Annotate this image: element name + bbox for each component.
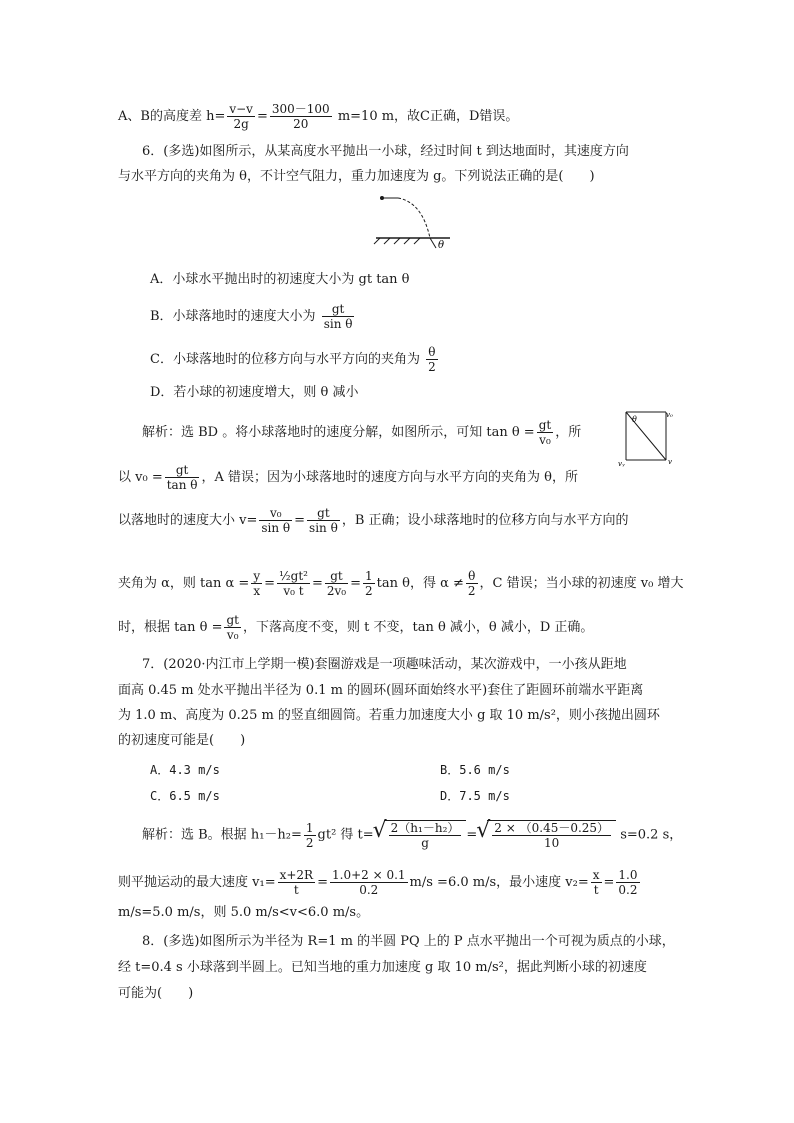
denominator: 2 [365,584,373,598]
sol6-line2 [118,463,578,492]
numerator: gt [226,613,239,627]
fraction [492,821,611,850]
q7-option-b: B．5.6 m/s [440,763,510,777]
denominator: v₀ [539,433,551,447]
text: 时，根据 tan θ = [118,620,223,635]
v0-label: v₀ [666,411,673,419]
fraction [307,506,340,535]
fraction [363,569,375,598]
denominator: g [421,836,429,850]
fraction [277,569,310,598]
equals: = [311,576,323,591]
fraction [466,569,478,598]
text: m/s =6.0 m/s，最小速度 v₂= [409,875,589,890]
velocity-decomposition-figure [618,408,678,468]
fraction [165,463,200,492]
denominator: sin θ [323,317,353,331]
fraction [322,302,355,331]
numerator: gt [325,569,348,584]
text: A、B的高度差 h= [118,109,226,124]
answer-line-height [118,102,518,131]
fraction [304,821,316,850]
denominator: 10 [544,836,560,850]
numerator: v−v [229,102,253,116]
equals: = [350,576,362,591]
text: s=0.2 s， [620,827,683,843]
numerator: gt [165,463,200,478]
text: B．小球落地时的速度大小为 [150,309,316,324]
text: 夹角为 α，则 tan α = [118,576,250,591]
denominator: 0.2 [618,883,638,897]
text: ，A 错误；因为小球落地时的速度方向与水平方向的夹角为 θ，所 [201,470,578,485]
text: ，下落高度不变，则 t 不变，tan θ 减小，θ 减小，D 正确。 [242,620,594,635]
text: ，所 [555,425,582,440]
numerator: 1.0 [618,868,638,882]
q8-stem-line3: 可能为( ) [118,986,194,1001]
q6-stem-line1: 6．(多选)如图所示，从某高度水平抛出一小球，经过时间 t 到达地面时，其速度方向 [142,144,629,159]
text: tan θ，得 α ≠ [376,576,464,591]
numerator: gt [322,302,355,317]
v-label: v [668,458,672,466]
denominator: 2g [233,117,249,131]
q7-stem-line4: 的初速度可能是( ) [118,733,246,748]
text: ，B 正确；设小球落地时的位移方向与水平方向的 [341,513,629,528]
numerator: gt [538,418,552,432]
numerator: v₀ [259,506,292,521]
q6-option-b [150,302,356,331]
denominator: v₀ [226,628,239,642]
denominator: 2 [428,360,436,374]
fraction [325,569,348,598]
denominator: t [593,883,599,897]
denominator: 0.2 [359,883,379,897]
numerator: gt [307,506,340,521]
equals: = [317,875,328,890]
fraction [270,102,332,131]
numerator: θ [466,569,478,584]
denominator: tan θ [166,478,198,492]
equals: = [603,875,615,890]
sol7-line1 [142,820,682,850]
q7-option-a: A．4.3 m/s [150,763,220,777]
text: m=10 m，故C正确，D错误。 [337,109,519,124]
equals: = [294,513,306,528]
numerator: y [253,569,261,583]
fraction [330,868,408,897]
sol6-line3 [118,506,629,535]
fraction [259,506,292,535]
equals: = [466,827,478,843]
denominator: sin θ [261,521,291,535]
fraction [591,868,602,897]
q8-stem-line1: 8．(多选)如图所示为半径为 R=1 m 的半圆 PQ 上的 P 点水平抛出一个可视为质点的小球， [142,934,675,949]
angle-label: θ [438,240,445,251]
equals: = [264,576,276,591]
equals: = [256,109,268,124]
q7-option-d: D．7.5 m/s [440,789,510,803]
ground-hatch [384,238,390,244]
ground-hatch [374,238,380,244]
ground-hatch [404,238,410,244]
denominator: 2 [305,835,314,850]
fraction [227,102,255,131]
fraction [251,569,262,598]
trajectory [398,198,430,238]
text: 解析：选 B。根据 h₁－h₂= [142,827,302,843]
q8-stem-line2: 经 t=0.4 s 小球落到半圆上。已知当地的重力加速度 g 取 10 m/s²，据此判断小球的初速度 [118,960,647,975]
text: 以 v₀ = [118,470,163,485]
sol6-line5 [118,613,593,642]
denominator: sin θ [309,521,338,535]
denominator: x [253,584,261,598]
numerator: 300－100 [271,102,330,116]
denominator: t [293,883,299,897]
q6-option-a: A．小球水平抛出时的初速度大小为 gt tan θ [150,272,410,287]
denominator: 2 [467,584,476,598]
velocity-direction [430,238,436,248]
sol6-line4 [118,569,683,598]
vy-label: vᵧ [618,460,625,468]
numerator: √ 2 × （0.45－0.25） [494,821,610,835]
sol7-line3: m/s=5.0 m/s，则 5.0 m/s<v<6.0 m/s。 [118,905,370,920]
denominator: 2v₀ [326,584,347,598]
numerator: 1 [305,820,314,835]
q6-option-d: D．若小球的初速度增大，则 θ 减小 [150,385,359,400]
projectile-figure [370,192,460,252]
theta-label: θ [632,415,637,424]
text: 解析：选 BD 。将小球落地时的速度分解，如图所示，可知 tan θ = [142,425,535,440]
q7-stem-line3: 为 1.0 m、高度为 0.25 m 的竖直细圆筒。若重力加速度大小 g 取 10 m/s²，则小孩抛出圆环 [118,708,660,723]
numerator: x [592,868,600,882]
sqrt [487,820,616,850]
sol6-line1 [142,418,581,447]
numerator: 1 [365,569,373,583]
numerator: 1.0+2 × 0.1 [332,868,406,882]
ground-hatch [414,238,420,244]
numerator: ½gt² [279,569,308,583]
ground-hatch [394,238,400,244]
text: gt² 得 t= [317,827,374,843]
q7-stem-line1: 7．(2020·内江市上学期一模)套圈游戏是一项趣味活动，某次游戏中，一小孩从距地 [142,657,627,672]
fraction [389,821,462,850]
q6-option-c [150,345,440,374]
text: 则平抛运动的最大速度 v₁= [118,875,276,890]
fraction [616,868,639,897]
fraction [537,418,554,447]
fraction [426,345,438,374]
fraction [224,613,241,642]
q6-stem-line2: 与水平方向的夹角为 θ，不计空气阻力，重力加速度为 g。下列说法正确的是( ) [118,169,595,184]
ball [380,196,384,200]
numerator: √ 2（h₁－h₂） [390,821,460,835]
denominator: v₀ t [283,584,304,598]
text: C．小球落地时的位移方向与水平方向的夹角为 [150,352,420,367]
sol7-line2 [118,868,642,897]
numerator: θ [426,345,438,360]
denominator: 20 [293,117,309,131]
q7-stem-line2: 面高 0.45 m 处水平抛出半径为 0.1 m 的圆环(圆环面始终水平)套住了距圆环前端水平距离 [118,683,644,698]
q7-option-c: C．6.5 m/s [150,789,220,803]
sqrt [384,820,467,850]
text: 以落地时的速度大小 v= [118,513,258,528]
fraction [278,868,316,897]
text: ，C 错误；当小球的初速度 v₀ 增大 [479,576,684,591]
numerator: x+2R [279,868,314,882]
